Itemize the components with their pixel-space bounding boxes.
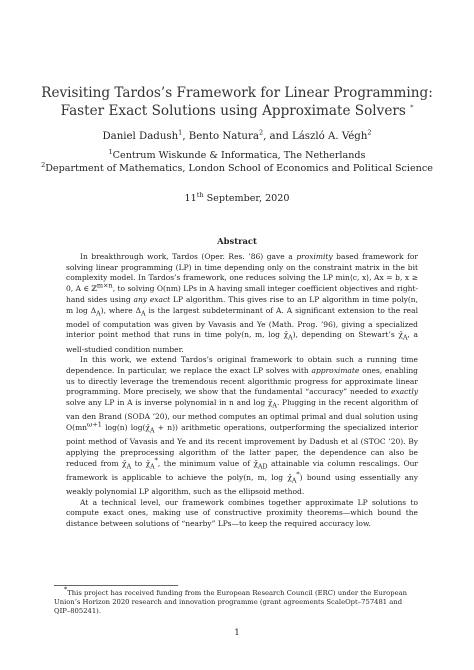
text-run: LP algorithm. This gives rise to an LP algorithm in time poly(n, m log Δ: [66, 294, 419, 315]
superscript: *: [154, 456, 158, 465]
text-run: , to solving O(nm) LPs in A having small integer coefficient objectives and right-hand sides using: [66, 284, 418, 304]
title-line-1: Revisiting Tardos’s Framework for Linear Programming:: [41, 85, 433, 101]
subscript: A: [402, 334, 408, 342]
abstract-heading: Abstract: [217, 236, 257, 246]
superscript: m×n: [96, 281, 113, 290]
affiliation-text: Centrum Wiskunde & Informatica, The Netherlands: [112, 150, 366, 161]
abstract-body: [66, 252, 418, 530]
paper-date: [30, 190, 444, 205]
affiliation: [20, 147, 454, 163]
abstract-paragraph-2: [66, 355, 418, 497]
date-suffix: th: [196, 190, 204, 199]
paper-title: [40, 84, 434, 120]
title-line-2: Faster Exact Solutions using Approximate Solvers: [60, 103, 406, 119]
affiliation: [20, 160, 454, 176]
subscript: A: [126, 463, 132, 471]
author-affiliation-mark: 2: [367, 128, 372, 137]
subscript: AD: [258, 463, 268, 471]
date-day: 11: [184, 193, 197, 204]
text-run: , the minimum value of χ̄: [157, 458, 258, 468]
text-run: . Plugging in the recent algorithm of van den Brand (SODA ’20), our method computes an optimal primal and dual solution using O(mn: [66, 398, 418, 433]
affiliation-text: Department of Mathematics, London School of Economics and Political Science: [45, 162, 433, 174]
footnote-mark: *: [64, 585, 68, 594]
emphasis: exactly: [391, 387, 418, 397]
text-run: attainable via column rescalings. Our framework is applicable to achieve the poly(n, m, log χ̄: [66, 458, 419, 482]
text-run: log(n) log(χ̄: [101, 423, 150, 433]
abstract-paragraph-3: At a technical level, our framework combines together approximate LP solutions to compute exact ones, making use of constructive proximity theorems—which bound the distance between solutions of “nearby” LPs—to keep the required accuracy low.: [66, 497, 418, 529]
text-run: In breakthrough work, Tardos (Oper. Res. ’86) gave a: [80, 252, 297, 261]
subscript: A: [141, 310, 146, 318]
affiliation-mark: 1: [108, 147, 113, 156]
subscript: A: [291, 477, 297, 485]
author-affiliation-mark: 2: [258, 128, 264, 137]
superscript: ω+1: [87, 420, 102, 429]
subscript: A: [288, 334, 293, 342]
author-name: Daniel Dadush: [102, 131, 179, 142]
text-run: ) bound using essentially any weakly polynomial LP algorithm, such as the ellipsoid method.: [66, 472, 418, 497]
author-name: László A. Végh: [291, 131, 368, 142]
emphasis: any exact: [133, 294, 171, 304]
superscript: *: [296, 470, 300, 479]
abstract-paragraph-1: [66, 252, 418, 355]
emphasis: proximity: [296, 252, 333, 261]
author-name: Bento Natura: [188, 131, 259, 142]
subscript: A: [150, 463, 155, 471]
text-run: ), where Δ: [100, 305, 142, 315]
text-run: ), depending on Stewart’s χ̄: [292, 330, 403, 340]
subscript: A: [149, 427, 155, 435]
footnote-text: This project has received funding from the European Research Council (ERC) under the European Union’s Horizon 2020 research and innovation programme (grant agreements ScaleOpt–757481 and QIP–805241).: [54, 589, 408, 615]
text-run: based framework for solving linear programming (LP) in time depending only on the constraint matrix in the bit complexity model. In Tardos’s framework, one reduces solving the LP min⟨c, x⟩, Ax = b, x ≥ 0, A ∈ ℤ: [66, 252, 419, 294]
subscript: A: [96, 310, 101, 318]
title-footnote-mark: *: [410, 103, 414, 112]
page-number: 1: [234, 628, 240, 638]
text-run: In this work, we extend Tardos’s original framework to obtain such a running time dependence. In particular, we replace the exact LP solves with: [66, 355, 418, 376]
text-run: + n)) arithmetic operations, outperforming the specialized interior point method of Vavasis and Ye and its recent improvement by Dadush et al (STOC ’20). By applying the preprocessing algorithm of the latter paper, the dependence can also be reduced from χ̄: [66, 423, 419, 468]
funding-footnote: [54, 585, 418, 616]
author-list: Daniel Dadush$^1$, Bento Natura$^2$, and László A. Végh$^2$: [102, 128, 372, 142]
text-run: to χ̄: [131, 458, 151, 468]
affiliation-mark: 2: [41, 160, 46, 169]
footnote-rule: [54, 585, 178, 586]
text-run: ones, enabling us to directly leverage the tremendous recent algorithmic progress for approximate linear programming. More precisely, we show that the fundamental “accuracy” needed to: [66, 366, 418, 397]
affiliation-list: [20, 147, 454, 175]
text-run: is the largest subdeterminant of A. A significant extension to the real model of computation was given by Vavasis and Ye (Math. Prog. ’96), giving a specialized interior point method that runs in time poly(n, m, log χ̄: [66, 305, 418, 340]
subscript: A: [272, 402, 277, 410]
date-rest: September, 2020: [206, 193, 290, 204]
emphasis: approximate: [311, 366, 360, 376]
text-run: , a well-studied condition number.: [66, 330, 418, 354]
author-affiliation-mark: 1: [178, 128, 183, 137]
text-run: solve any LP in A is inverse polynomial in n and log χ̄: [66, 398, 273, 408]
